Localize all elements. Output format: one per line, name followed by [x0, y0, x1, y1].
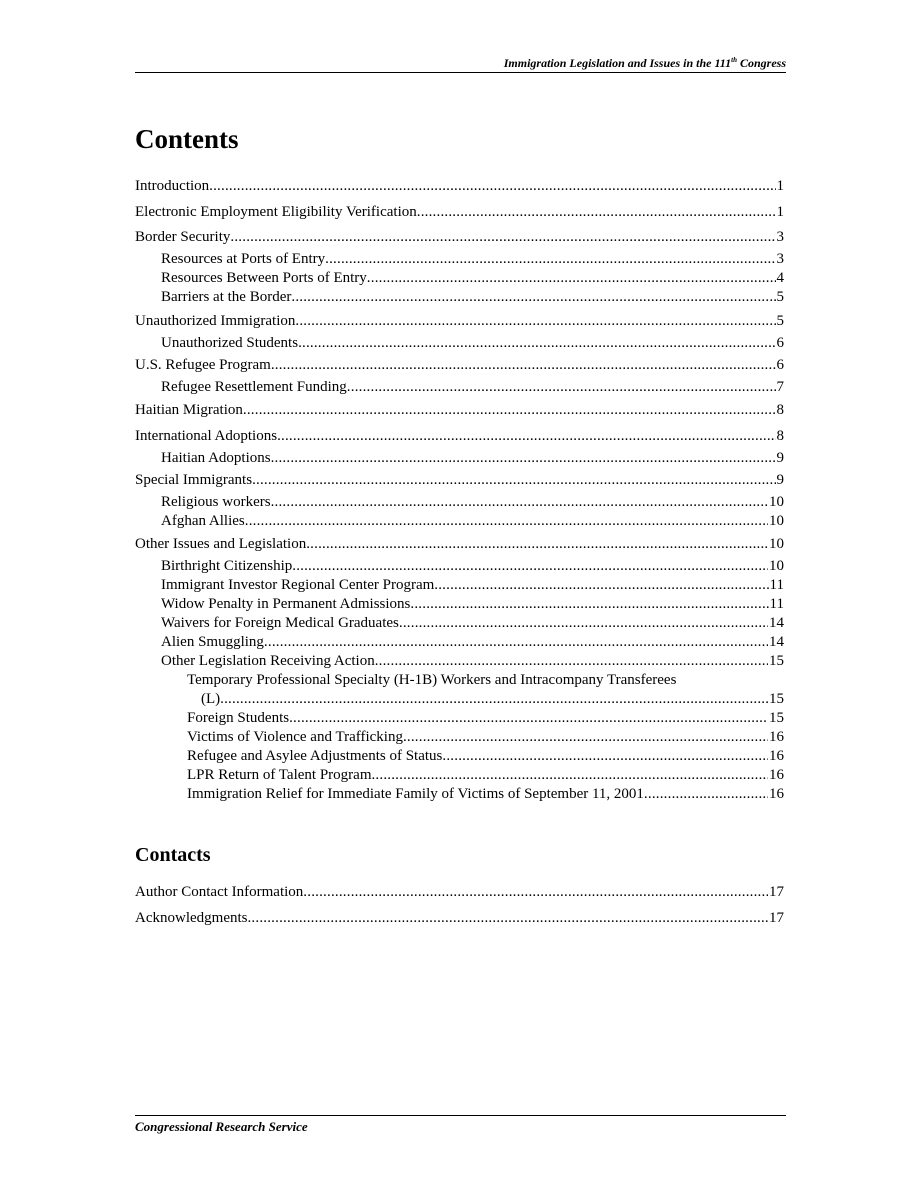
running-footer: Congressional Research Service — [135, 1119, 308, 1134]
toc-entry-page: 1 — [776, 178, 784, 194]
toc-entry-page: 6 — [776, 335, 784, 351]
toc-entry-page: 8 — [776, 402, 784, 418]
toc-entry[interactable] — [0, 203, 784, 222]
toc-entry-page: 10 — [769, 536, 784, 552]
header-rule — [135, 72, 786, 73]
toc-entry-title: Haitian Adoptions — [161, 450, 271, 466]
toc-entry-title: Immigrant Investor Regional Center Program — [161, 577, 435, 593]
toc-entry[interactable] — [0, 747, 784, 766]
toc-entry[interactable] — [0, 356, 784, 375]
toc-entry-page: 10 — [769, 513, 784, 529]
toc-entry-page: 16 — [769, 729, 784, 745]
toc-entry-title: Religious workers — [161, 494, 271, 510]
toc-entry-page: 15 — [769, 653, 784, 669]
toc-entry-page: 5 — [776, 313, 784, 329]
toc-entry-title: Resources at Ports of Entry — [161, 251, 326, 267]
toc-entry[interactable] — [0, 671, 784, 709]
toc-entry-title: International Adoptions — [135, 428, 278, 444]
toc-leader-dots — [292, 557, 768, 576]
toc-leader-dots — [289, 709, 768, 728]
running-header-title-end: Congress — [736, 56, 786, 70]
toc-entry-title: Unauthorized Students — [161, 335, 299, 351]
toc-leader-dots — [264, 633, 768, 652]
toc-entry[interactable] — [0, 633, 784, 652]
toc-entry[interactable] — [0, 557, 784, 576]
toc-entry[interactable] — [0, 449, 784, 468]
toc-entry-page: 6 — [776, 357, 784, 373]
toc-leader-dots — [325, 250, 775, 269]
toc-leader-dots — [399, 614, 768, 633]
toc-entry[interactable] — [0, 228, 784, 247]
toc-leader-dots — [410, 595, 768, 614]
toc-entry-page: 4 — [776, 270, 784, 286]
toc-entry-title: Unauthorized Immigration — [135, 313, 296, 329]
toc-entry[interactable] — [0, 493, 784, 512]
toc-entry-title: Resources Between Ports of Entry — [161, 270, 367, 286]
toc-entry-page: 8 — [776, 428, 784, 444]
toc-entry-title: LPR Return of Talent Program — [187, 767, 372, 783]
contacts-entry-page: 17 — [769, 910, 784, 926]
toc-entry-title: Refugee and Asylee Adjustments of Status — [187, 748, 443, 764]
toc-leader-dots — [295, 312, 775, 331]
toc-entry-page: 15 — [769, 710, 784, 726]
toc-leader-dots — [367, 269, 776, 288]
toc-entry-page: 15 — [769, 691, 784, 707]
running-header-sup: th — [731, 56, 737, 64]
toc-entry[interactable] — [0, 728, 784, 747]
toc-entry-title: Electronic Employment Eligibility Verification — [135, 204, 417, 220]
toc-leader-dots — [209, 177, 775, 196]
contacts-entry[interactable] — [0, 883, 784, 902]
toc-entry[interactable] — [0, 427, 784, 446]
toc-leader-dots — [303, 883, 768, 902]
toc-entry-page: 10 — [769, 494, 784, 510]
toc-entry[interactable] — [0, 288, 784, 307]
toc-entry[interactable] — [0, 595, 784, 614]
toc-entry-title: Barriers at the Border — [161, 289, 292, 305]
toc-entry-title: Refugee Resettlement Funding — [161, 379, 347, 395]
toc-entry[interactable] — [0, 312, 784, 331]
toc-leader-dots — [271, 449, 776, 468]
toc-entry-page: 16 — [769, 748, 784, 764]
toc-entry[interactable] — [0, 401, 784, 420]
toc-leader-dots — [243, 401, 776, 420]
toc-entry-page: 11 — [769, 577, 784, 593]
toc-leader-dots — [277, 427, 775, 446]
toc-entry-title: U.S. Refugee Program — [135, 357, 271, 373]
toc-entry-title: Waivers for Foreign Medical Graduates — [161, 615, 399, 631]
toc-leader-dots — [417, 203, 776, 222]
toc-leader-dots — [230, 228, 775, 247]
toc-entry-page: 16 — [769, 786, 784, 802]
toc-entry-title: Foreign Students — [187, 710, 290, 726]
toc-entry[interactable] — [0, 652, 784, 671]
toc-leader-dots — [271, 493, 768, 512]
toc-entry-title: Other Issues and Legislation — [135, 536, 307, 552]
toc-entry[interactable] — [0, 709, 784, 728]
toc-entry[interactable] — [0, 535, 784, 554]
toc-entry-title: Temporary Professional Specialty (H-1B) Workers and Intracompany Transferees — [187, 672, 677, 688]
toc-leader-dots — [375, 652, 768, 671]
toc-leader-dots — [371, 766, 768, 785]
toc-entry-title: Widow Penalty in Permanent Admissions — [161, 596, 411, 612]
toc-entry[interactable] — [0, 766, 784, 785]
toc-entry-title: Victims of Violence and Trafficking — [187, 729, 403, 745]
toc-entry-page: 9 — [776, 450, 784, 466]
toc-leader-dots — [442, 747, 768, 766]
toc-entry-page: 5 — [776, 289, 784, 305]
toc-entry[interactable] — [0, 576, 784, 595]
toc-leader-dots — [347, 378, 776, 397]
toc-entry-page: 11 — [769, 596, 784, 612]
toc-entry[interactable] — [0, 334, 784, 353]
running-header-title: Immigration Legislation and Issues in the 111 — [503, 56, 732, 70]
toc-leader-dots — [434, 576, 768, 595]
toc-leader-dots — [644, 785, 768, 804]
toc-entry-title: Introduction — [135, 178, 210, 194]
toc-leader-dots — [403, 728, 768, 747]
toc-entry-page: 3 — [776, 251, 784, 267]
toc-entry-title: Special Immigrants — [135, 472, 253, 488]
toc-entry[interactable] — [0, 471, 784, 490]
toc-entry-page: 14 — [769, 615, 784, 631]
toc-entry-title: Afghan Allies — [161, 513, 245, 529]
toc-entry-title: Immigration Relief for Immediate Family of Victims of September 11, 2001 — [187, 786, 644, 802]
contents-heading: Contents — [135, 124, 239, 154]
contacts-entry-title: Author Contact Information — [135, 884, 304, 900]
toc-entry[interactable] — [0, 512, 784, 531]
contacts-heading: Contacts — [135, 844, 211, 866]
toc-entry[interactable] — [0, 250, 784, 269]
toc-entry-page: 16 — [769, 767, 784, 783]
toc-leader-dots — [298, 334, 775, 353]
toc-entry-page: 14 — [769, 634, 784, 650]
toc-leader-dots — [252, 471, 775, 490]
toc-entry-page: 9 — [776, 472, 784, 488]
toc-entry-title: Border Security — [135, 229, 231, 245]
toc-leader-dots — [220, 690, 768, 709]
toc-entry[interactable] — [0, 614, 784, 633]
toc-entry[interactable] — [0, 269, 784, 288]
toc-entry-title: Other Legislation Receiving Action — [161, 653, 375, 669]
running-header — [135, 56, 786, 71]
toc-leader-dots — [245, 512, 768, 531]
toc-entry-page: 10 — [769, 558, 784, 574]
contacts-entry[interactable] — [0, 909, 784, 928]
toc-entry-page: 7 — [776, 379, 784, 395]
toc-entry-title: Birthright Citizenship — [161, 558, 293, 574]
toc-leader-dots — [306, 535, 768, 554]
toc-entry-title-continued: (L) — [201, 691, 221, 707]
toc-entry-title: Alien Smuggling — [161, 634, 264, 650]
toc-entry-page: 1 — [776, 204, 784, 220]
toc-leader-dots — [247, 909, 768, 928]
contacts-entry-title: Acknowledgments — [135, 910, 248, 926]
contacts-entry-page: 17 — [769, 884, 784, 900]
toc-entry-page: 3 — [776, 229, 784, 245]
toc-entry-title: Haitian Migration — [135, 402, 243, 418]
footer-rule — [135, 1115, 786, 1116]
toc-entry[interactable] — [0, 177, 784, 196]
toc-leader-dots — [271, 356, 776, 375]
toc-entry[interactable] — [0, 785, 784, 804]
toc-leader-dots — [291, 288, 775, 307]
toc-entry[interactable] — [0, 378, 784, 397]
